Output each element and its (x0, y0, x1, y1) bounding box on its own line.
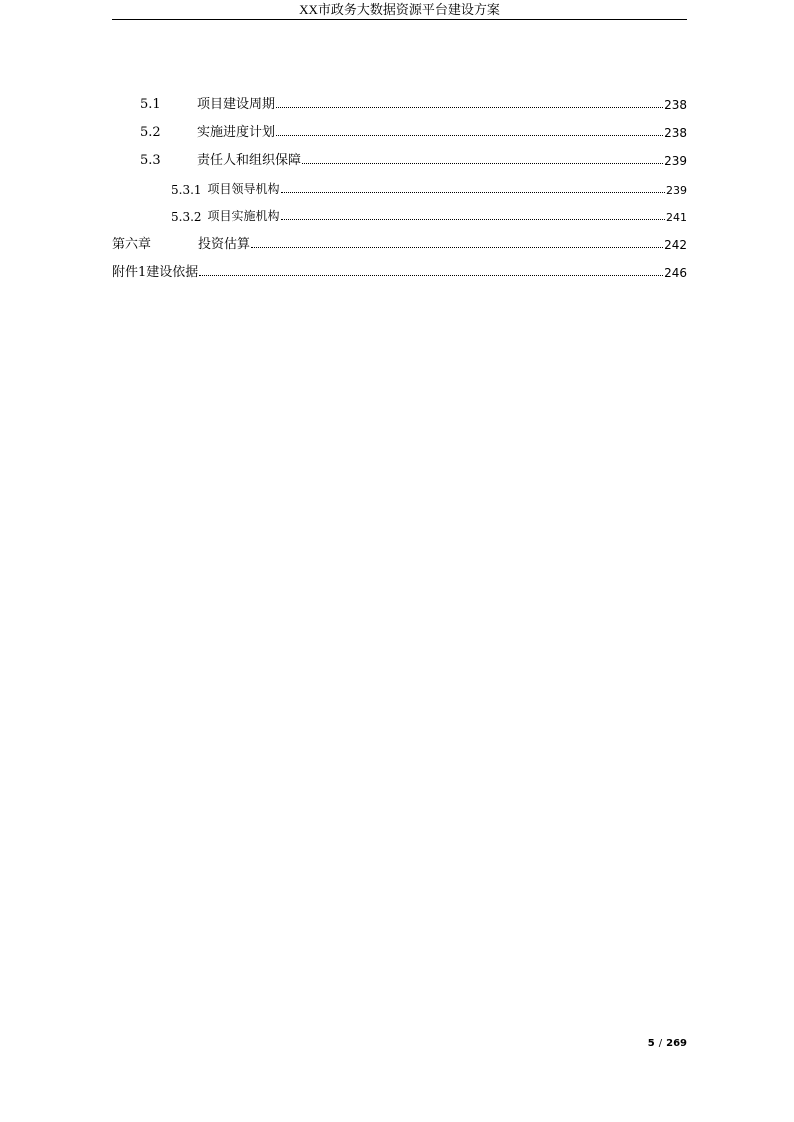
page-separator: / (658, 1038, 663, 1049)
toc-entry-page: 242 (664, 238, 687, 252)
toc-entry-chapter-6[interactable] (112, 232, 687, 252)
total-page-count: 269 (666, 1038, 687, 1049)
toc-entry-title: 责任人和组织保障 (197, 153, 302, 168)
toc-entry-5-3-1[interactable] (171, 177, 687, 197)
toc-leader-dots (276, 107, 663, 108)
toc-entry-number: 5.1 (140, 97, 161, 112)
toc-entry-number: 5.3 (140, 153, 161, 168)
toc-leader-dots (276, 135, 663, 136)
toc-entry-title: 附件1建设依据 (112, 265, 199, 280)
toc-entry-page: 239 (664, 154, 687, 168)
page-header (112, 0, 687, 20)
toc-entry-title: 项目建设周期 (197, 97, 276, 112)
toc-leader-dots (251, 247, 663, 248)
page-number-footer (648, 1038, 687, 1049)
toc-leader-dots (302, 163, 663, 164)
toc-entry-page: 241 (666, 211, 687, 224)
toc-leader-dots (281, 192, 665, 193)
toc-entry-page: 238 (664, 126, 687, 140)
toc-leader-dots (199, 275, 663, 276)
toc-entry-number: 5.2 (140, 125, 161, 140)
document-title: XX市政务大数据资源平台建设方案 (299, 2, 500, 17)
toc-entry-title: 投资估算 (198, 237, 251, 252)
toc-entry-number: 5.3.1 (171, 183, 202, 197)
toc-entry-page: 238 (664, 98, 687, 112)
current-page-number: 5 (647, 1038, 655, 1049)
toc-leader-dots (281, 219, 665, 220)
toc-entry-number: 5.3.2 (171, 210, 202, 224)
toc-entry-page: 239 (666, 184, 687, 197)
toc-entry-5-1[interactable] (140, 92, 687, 112)
toc-entry-5-3[interactable] (140, 148, 687, 168)
toc-entry-title: 项目领导机构 (207, 182, 280, 196)
toc-entry-5-2[interactable] (140, 120, 687, 140)
toc-entry-title: 实施进度计划 (197, 125, 276, 140)
toc-entry-appendix-1[interactable] (112, 260, 687, 280)
toc-entry-page: 246 (664, 266, 687, 280)
toc-entry-5-3-2[interactable] (171, 204, 687, 224)
toc-entry-title: 项目实施机构 (207, 209, 280, 223)
toc-entry-number: 第六章 (112, 237, 152, 252)
